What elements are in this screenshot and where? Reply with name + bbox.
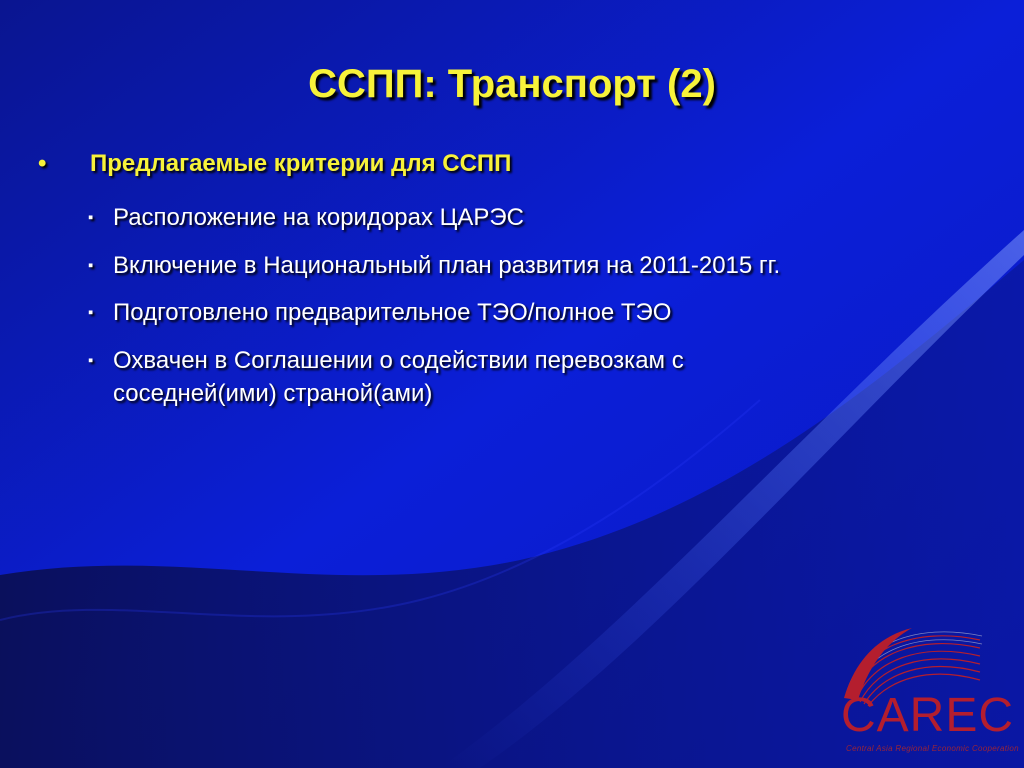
- sub-bullet-text-continued: соседней(ими) страной(ами): [113, 380, 433, 407]
- sub-bullet-text: Подготовлено предварительное ТЭО/полное ТЭО: [113, 299, 672, 326]
- bullet-marker: •: [38, 150, 47, 177]
- sub-bullet-marker: ▪: [88, 304, 94, 321]
- sub-bullet-text: Включение в Национальный план развития на 2011-2015 гг.: [113, 252, 781, 279]
- slide-title: ССПП: Транспорт (2): [308, 62, 716, 106]
- sub-bullet-marker: ▪: [88, 257, 94, 274]
- carec-logo-tagline: Central Asia Regional Economic Cooperation: [846, 744, 1019, 753]
- bullet-text: Предлагаемые критерии для ССПП: [90, 150, 512, 177]
- sub-bullet-text: Расположение на коридорах ЦАРЭС: [113, 204, 525, 231]
- sub-bullet-marker: ▪: [88, 209, 94, 226]
- carec-logo-text: CAREC: [841, 689, 1015, 742]
- sub-bullet-text: Охвачен в Соглашении о содействии перевозкам с: [113, 347, 684, 374]
- sub-bullet-marker: ▪: [88, 352, 94, 369]
